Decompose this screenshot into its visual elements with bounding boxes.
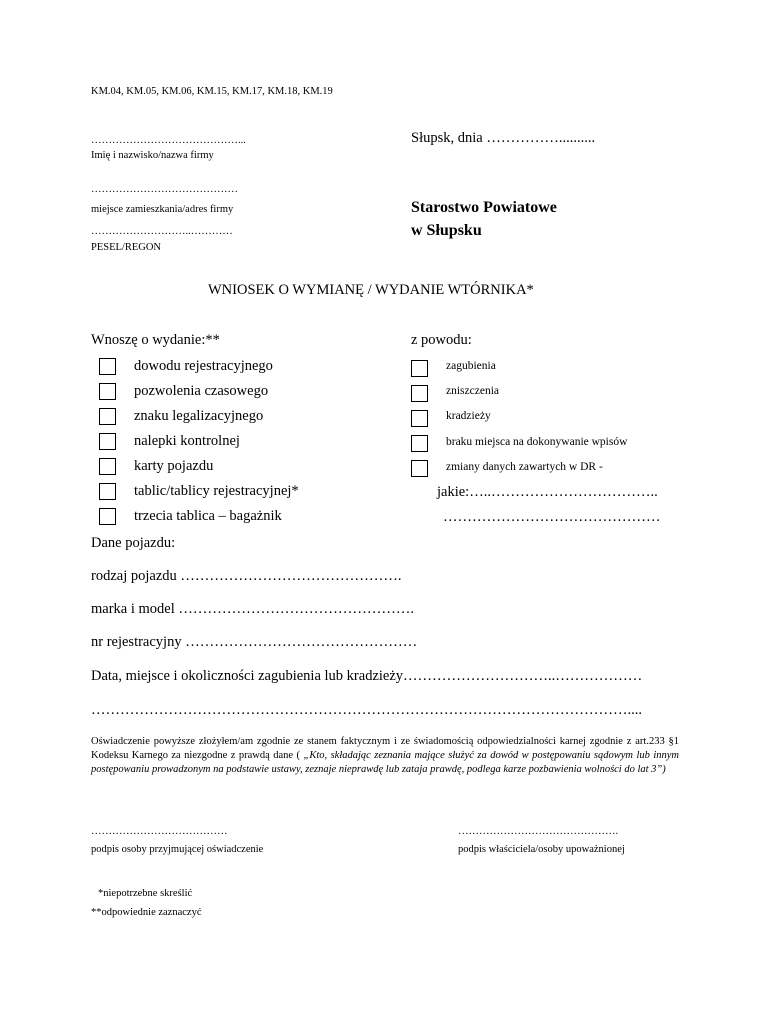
checkbox-theft[interactable] xyxy=(411,410,428,427)
checkbox-data-change[interactable] xyxy=(411,460,428,477)
addressee-line-2: w Słupsku xyxy=(411,222,482,239)
option-vehicle-card: karty pojazdu xyxy=(134,458,214,474)
checkbox-license-plates[interactable] xyxy=(99,483,116,500)
place-date: Słupsk, dnia …………….......... xyxy=(411,130,596,146)
loss-details-field[interactable]: Data, miejsce i okoliczności zagubienia lub kradzieży…………………………..……………… xyxy=(91,668,643,684)
checkbox-registration-certificate[interactable] xyxy=(99,358,116,375)
owner-signature-label: podpis właściciela/osoby upoważnionej xyxy=(458,844,625,855)
checkbox-control-sticker[interactable] xyxy=(99,433,116,450)
legal-statement xyxy=(91,735,679,778)
option-control-sticker: nalepki kontrolnej xyxy=(134,433,240,449)
pesel-field-label: PESEL/REGON xyxy=(91,242,162,253)
vehicle-type-field[interactable]: rodzaj pojazdu ………………………………………. xyxy=(91,568,402,584)
name-field-dots[interactable]: ……………………………………... xyxy=(91,135,246,146)
reason-data-change: zmiany danych zawartych w DR - xyxy=(446,461,603,473)
reason-loss: zagubienia xyxy=(446,360,496,372)
make-model-field[interactable]: marka i model …………………………………………. xyxy=(91,601,415,617)
checkbox-legalization-mark[interactable] xyxy=(99,408,116,425)
option-temporary-permit: pozwolenia czasowego xyxy=(134,383,269,399)
checkbox-loss[interactable] xyxy=(411,360,428,377)
which-changes-dots[interactable]: ……………………………………… xyxy=(443,509,661,525)
footnote-mark: **odpowiednie zaznaczyć xyxy=(91,907,202,918)
reason-damage: zniszczenia xyxy=(446,385,499,397)
option-registration-certificate: dowodu rejestracyjnego xyxy=(134,358,273,374)
which-changes-field[interactable]: jakie:…..…………………………….. xyxy=(437,484,658,500)
checkbox-no-space[interactable] xyxy=(411,435,428,452)
statement-text: Oświadczenie powyższe złożyłem/am zgodnie ze stanem faktycznym i ze świadomością odpowiedzialności karnej zgodnie z art.233 §1 Kodeksu Karnego za niezgodne z prawdą dane ( xyxy=(91,736,679,762)
request-label: Wnoszę o wydanie:** xyxy=(91,332,220,348)
reason-no-space: braku miejsca na dokonywanie wpisów xyxy=(446,436,628,448)
statement-quote: „Kto, składając zeznania mające służyć za dowód w postępowaniu sądowym lub innym postępowaniu prowadzonym na podstawie ustawy, zeznaje nieprawdę lub zataja prawdę, podlega karze pozbawienia wolności do lat 3”) xyxy=(91,750,679,776)
reg-number-field[interactable]: nr rejestracyjny ………………………………………… xyxy=(91,634,418,650)
reason-theft: kradzieży xyxy=(446,410,491,422)
checkbox-temporary-permit[interactable] xyxy=(99,383,116,400)
footnote-strike: *niepotrzebne skreślić xyxy=(98,888,193,899)
vehicle-data-heading: Dane pojazdu: xyxy=(91,535,176,551)
loss-details-dots[interactable]: ………………………………………………………………………………………………….... xyxy=(91,702,642,718)
addressee-line-1: Starostwo Powiatowe xyxy=(411,199,557,216)
pesel-field-dots[interactable]: ………………………..………… xyxy=(91,226,233,237)
option-legalization-mark: znaku legalizacyjnego xyxy=(134,408,264,424)
name-field-label: Imię i nazwisko/nazwa firmy xyxy=(91,150,214,161)
receiver-signature-label: podpis osoby przyjmującej oświadczenie xyxy=(91,844,264,855)
option-license-plates: tablic/tablicy rejestracyjnej* xyxy=(134,483,299,499)
address-field-dots[interactable]: …………………………………… xyxy=(91,184,238,195)
checkbox-third-plate[interactable] xyxy=(99,508,116,525)
receiver-signature-dots[interactable]: ………………………………… xyxy=(91,826,228,837)
checkbox-damage[interactable] xyxy=(411,385,428,402)
reason-label: z powodu: xyxy=(411,332,472,348)
option-third-plate: trzecia tablica – bagażnik xyxy=(134,508,282,524)
owner-signature-dots[interactable]: ………………………………………. xyxy=(458,826,619,837)
address-field-label: miejsce zamieszkania/adres firmy xyxy=(91,204,234,215)
form-title: WNIOSEK O WYMIANĘ / WYDANIE WTÓRNIKA* xyxy=(208,282,534,298)
form-codes: KM.04, KM.05, KM.06, KM.15, KM.17, KM.18, KM.19 xyxy=(91,86,333,97)
checkbox-vehicle-card[interactable] xyxy=(99,458,116,475)
